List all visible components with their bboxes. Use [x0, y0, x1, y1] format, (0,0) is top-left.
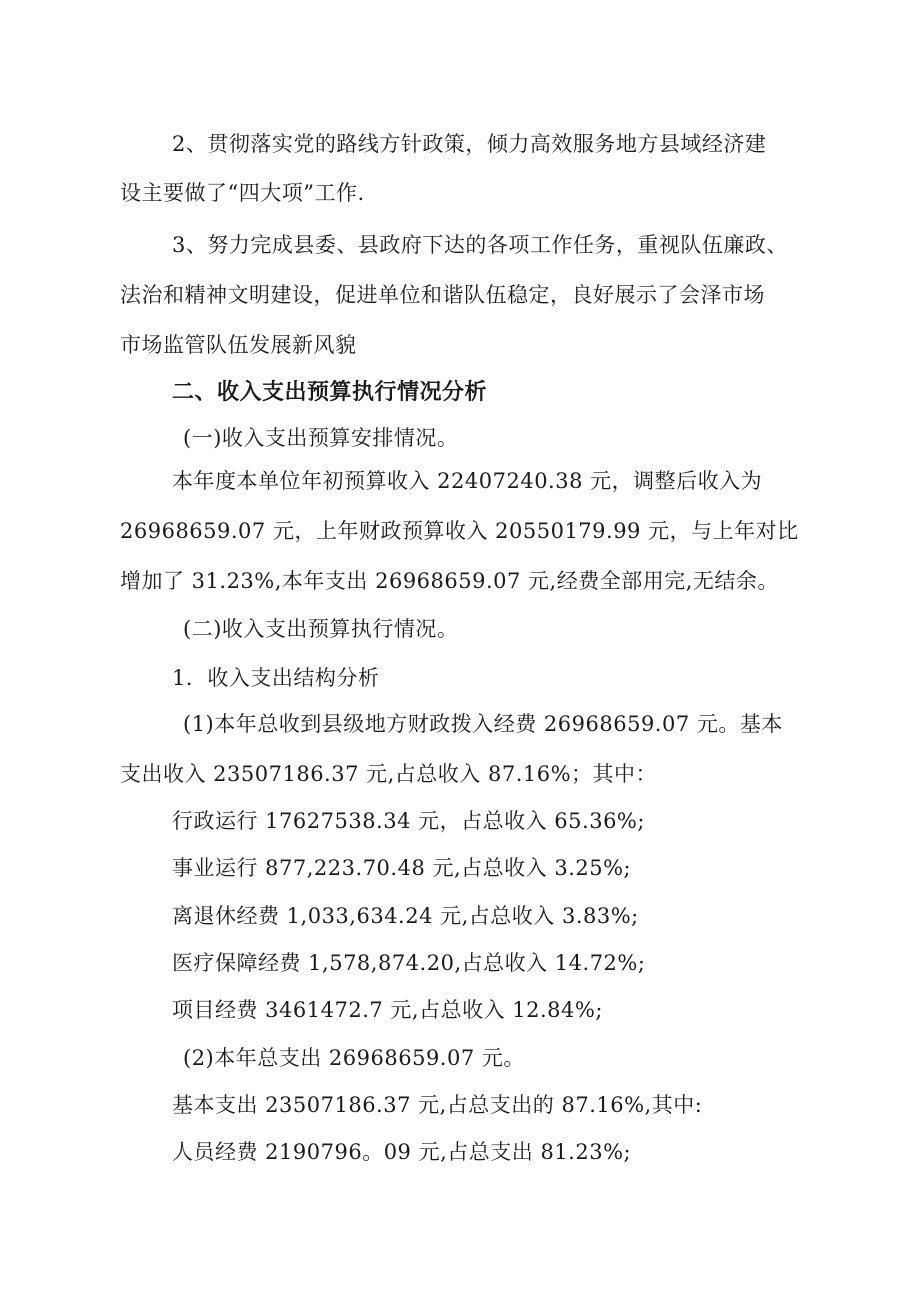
income-item-retirement: 离退休经费 1,033,634.24 元,占总收入 3.83%;	[172, 904, 639, 928]
paragraph-3-line-2: 法治和精神文明建设，促进单位和谐队伍稳定，良好展示了会泽市场	[120, 283, 765, 307]
paragraph-income-line-2: 支出收入 23507186.37 元,占总收入 87.16%；其中：	[120, 762, 658, 786]
paragraph-expense-line-1: (2)本年总支出 26968659.07 元。	[183, 1046, 525, 1070]
paragraph-3-line-3: 市场监管队伍发展新风貌	[120, 333, 357, 357]
paragraph-2-line-2: 设主要做了“四大项”工作.	[120, 181, 365, 205]
paragraph-budget-line-1: 本年度本单位年初预算收入 22407240.38 元，调整后收入为	[172, 469, 763, 493]
section-heading: 二、收入支出预算执行情况分析	[172, 380, 488, 405]
income-item-admin: 行政运行 17627538.34 元，占总收入 65.36%;	[172, 809, 645, 833]
paragraph-3-line-1: 3、努力完成县委、县政府下达的各项工作任务，重视队伍廉政、	[172, 233, 788, 257]
subsection-heading-1: (一)收入支出预算安排情况。	[183, 426, 459, 450]
paragraph-income-line-1: (1)本年总收到县级地方财政拨入经费 26968659.07 元。基本	[183, 712, 783, 736]
income-item-medical: 医疗保障经费 1,578,874.20,占总收入 14.72%;	[172, 951, 646, 975]
income-item-business: 事业运行 877,223.70.48 元,占总收入 3.25%;	[172, 856, 632, 880]
paragraph-2-line-1: 2、贯彻落实党的路线方针政策，倾力高效服务地方县域经济建	[172, 132, 767, 156]
expense-item-basic: 基本支出 23507186.37 元,占总支出的 87.16%,其中:	[172, 1093, 703, 1117]
item-heading-1: 1．收入支出结构分析	[172, 666, 380, 690]
subsection-heading-2: (二)收入支出预算执行情况。	[183, 617, 459, 641]
paragraph-budget-line-2: 26968659.07 元，上年财政预算收入 20550179.99 元，与上年对比	[120, 519, 799, 543]
income-item-project: 项目经费 3461472.7 元,占总收入 12.84%;	[172, 998, 603, 1022]
expense-item-personnel: 人员经费 2190796。09 元,占总支出 81.23%;	[172, 1140, 632, 1164]
paragraph-budget-line-3: 增加了 31.23%,本年支出 26968659.07 元,经费全部用完,无结余。	[120, 569, 779, 593]
